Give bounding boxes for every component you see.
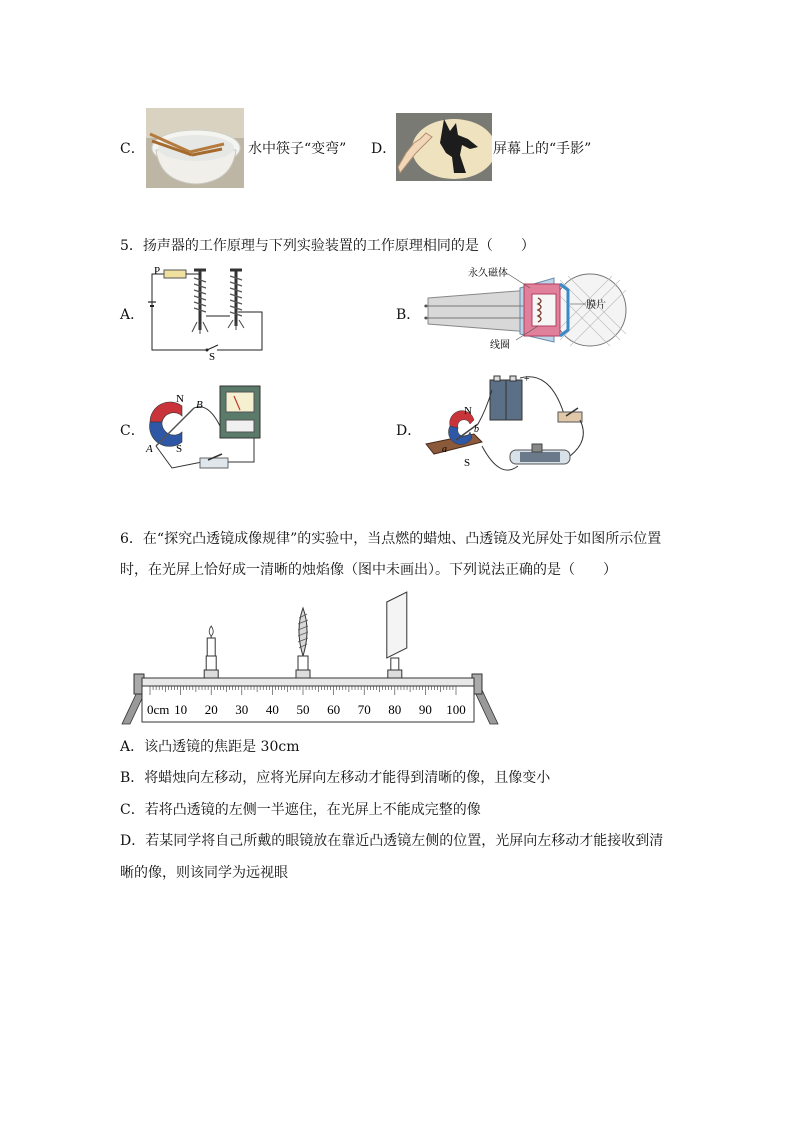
candle	[204, 626, 218, 678]
ruler-tick-label: 0cm	[147, 702, 170, 717]
q5-stem: 5．扬声器的工作原理与下列实验装置的工作原理相同的是（ ）	[120, 238, 535, 254]
q6-option-a: A．该凸透镜的焦距是 30cm	[120, 739, 300, 755]
q5-d-label-a: a	[442, 444, 447, 455]
optical-bench-figure	[120, 590, 500, 725]
q5-d-label-s: S	[464, 457, 471, 469]
q5-d-label-n: N	[464, 405, 472, 417]
ruler-tick-label: 60	[327, 702, 341, 717]
q5-option-b-letter: B．	[396, 307, 421, 323]
q5-option-a-letter: A．	[120, 307, 145, 323]
q5-c-label-a: A	[146, 443, 153, 455]
ruler-tick-label: 20	[204, 702, 218, 717]
ruler-tick-label: 90	[418, 702, 432, 717]
ruler-tick-label: 80	[388, 702, 402, 717]
q4-option-d-caption: 屏幕上的“手影”	[493, 141, 592, 157]
q5-a-label-p: P	[154, 265, 161, 277]
ruler-tick-label: 10	[174, 702, 188, 717]
q5-d-label-plus: +	[524, 374, 530, 385]
q5-option-b-figure	[420, 260, 630, 360]
q5-b-label-magnet: 永久磁体	[468, 268, 508, 279]
q6-option-d-line1: D．若某同学将自己所戴的眼镜放在靠近凸透镜左侧的位置，光屏向左移动才能接收到清	[120, 833, 664, 849]
q5-a-label-s: S	[209, 351, 216, 362]
ruler-tick-label: 30	[235, 702, 249, 717]
q5-option-d-figure	[420, 370, 596, 488]
q5-c-label-s: S	[176, 443, 183, 455]
q4-option-c-caption: 水中筷子“变弯”	[248, 141, 347, 157]
q5-b-label-coil: 线圈	[490, 340, 510, 351]
q5-option-c-letter: C．	[120, 423, 145, 439]
q6-option-d-line2: 晰的像，则该同学为远视眼	[120, 865, 288, 881]
q6-stem-line1: 6．在“探究凸透镜成像规律”的实验中，当点燃的蜡烛、凸透镜及光屏处于如图所示位置	[120, 531, 662, 547]
q4-option-d-letter: D．	[371, 141, 397, 157]
q4-option-c-letter: C．	[120, 141, 145, 157]
q5-option-c-figure	[142, 380, 268, 480]
q5-b-label-membrane: 膜片	[586, 300, 606, 311]
ruler-tick-label: 50	[296, 702, 310, 717]
q6-stem-line2: 时，在光屏上恰好成一清晰的烛焰像（图中未画出）。下列说法正确的是（ ）	[120, 562, 617, 578]
q5-option-d-letter: D．	[396, 423, 422, 439]
ruler-tick-label: 70	[357, 702, 371, 717]
q5-c-label-n: N	[176, 393, 184, 405]
q6-option-b: B．将蜡烛向左移动，应将光屏向左移动才能得到清晰的像，且像变小	[120, 770, 551, 786]
q5-c-label-b: B	[196, 399, 203, 411]
q5-d-label-b: b	[474, 424, 479, 435]
convex-lens	[296, 608, 310, 678]
q6-option-c: C．若将凸透镜的左侧一半遮住，在光屏上不能成完整的像	[120, 802, 481, 818]
ruler-tick-label: 40	[265, 702, 279, 717]
q4-option-d-image	[396, 113, 492, 181]
q5-option-a-figure	[142, 262, 268, 362]
ruler-tick-label: 100	[446, 702, 466, 717]
light-screen	[387, 592, 407, 678]
q4-option-c-image	[146, 108, 244, 188]
